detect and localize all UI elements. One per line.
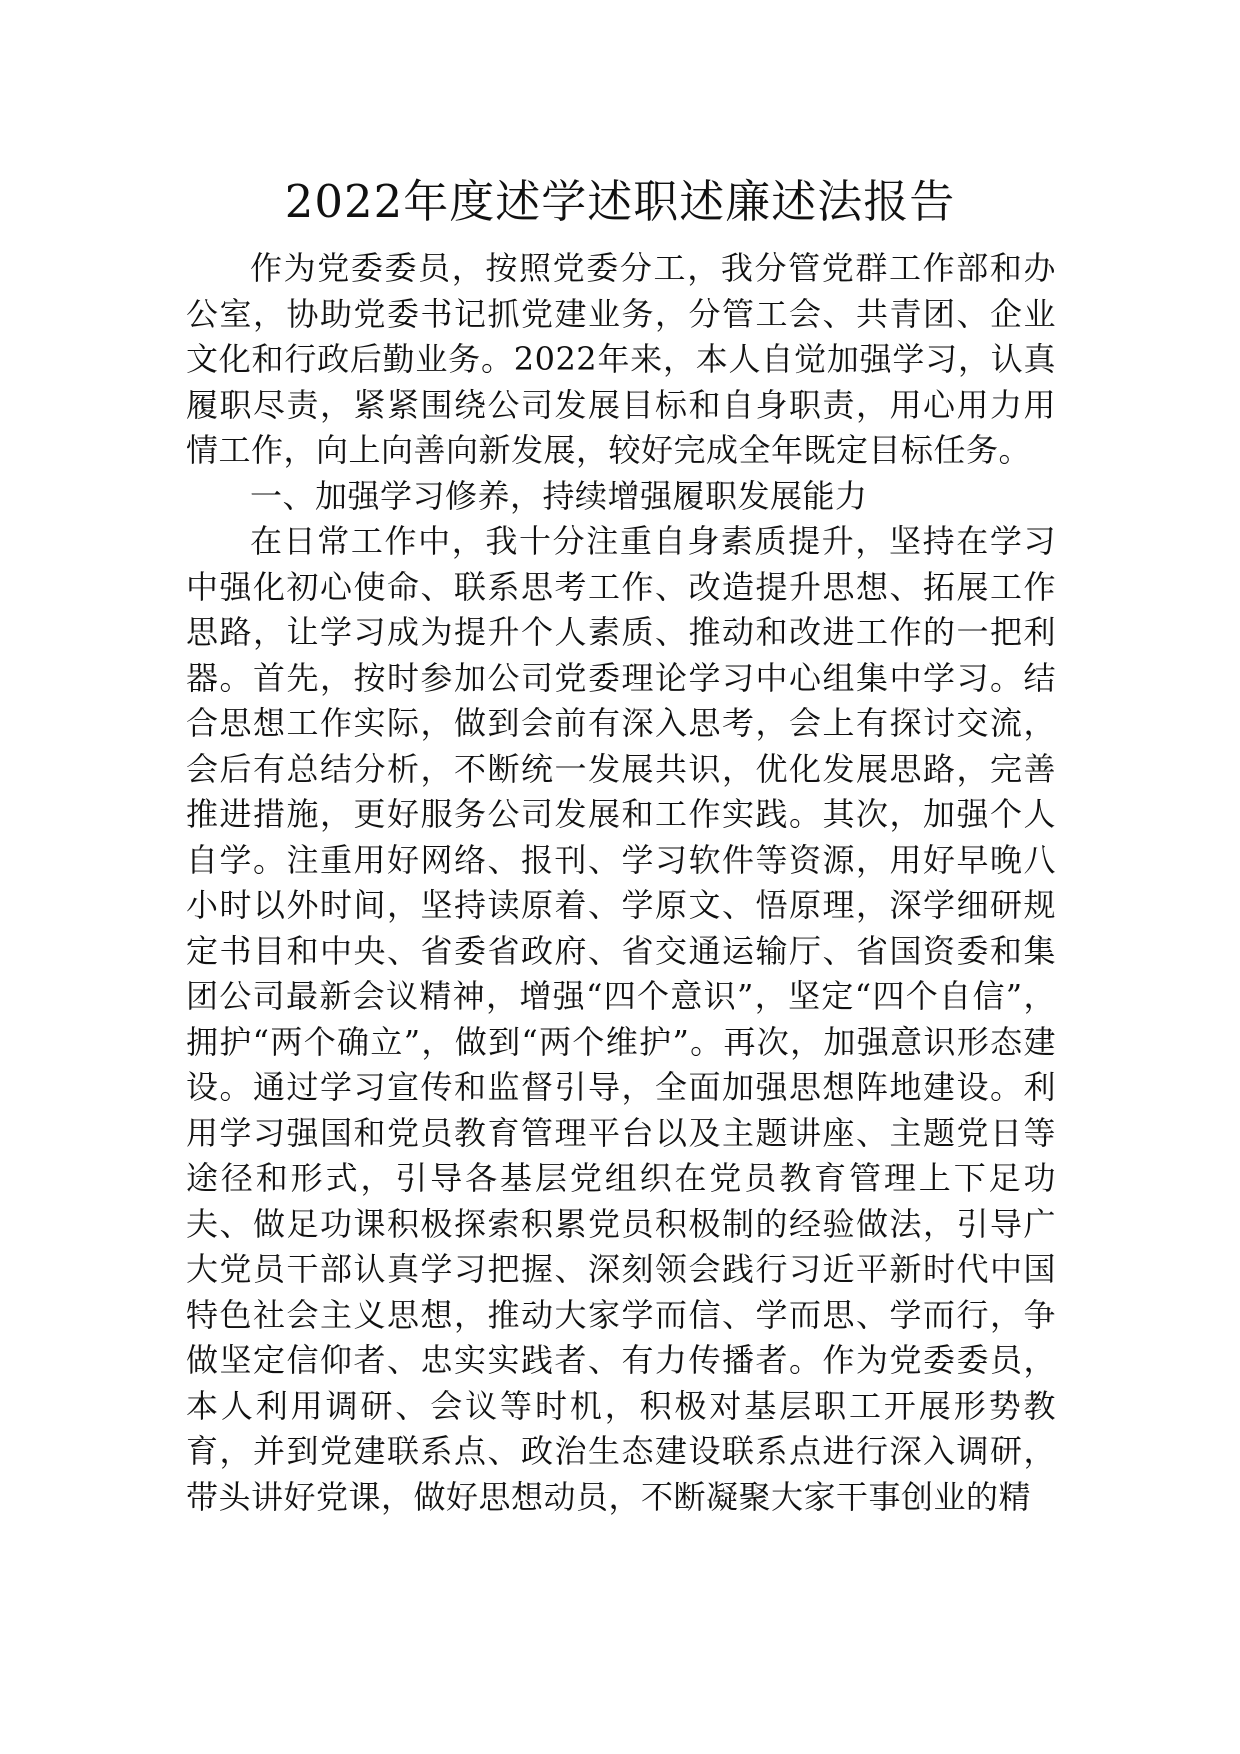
section-1-paragraph: 在日常工作中，我十分注重自身素质提升，坚持在学习中强化初心使命、联系思考工作、改造提升思想、拓展工作思路，让学习成为提升个人素质、推动和改进工作的一把利器。首先，按时参加公司党委理论学习中心组集中学习。结合思想工作实际，做到会前有深入思考，会上有探讨交流，会后有总结分析，不断统一发展共识，优化发展思路，完善推进措施，更好服务公司发展和工作实践。其次，加强个人自学。注重用好网络、报刊、学习软件等资源，用好早晚八小时以外时间，坚持读原着、学原文、悟原理，深学细研规定书目和中央、省委省政府、省交通运输厅、省国资委和集团公司最新会议精神，增强“四个意识”，坚定“四个自信”，拥护“两个确立”，做到“两个维护”。再次，加强意识形态建设。通过学习宣传和监督引导，全面加强思想阵地建设。利用学习强国和党员教育管理平台以及主题讲座、主题党日等途径和形式，引导各基层党组织在党员教育管理上下足功夫、做足功课积极探索积累党员积极制的经验做法，引导广大党员干部认真学习把握、深刻领会践行习近平新时代中国特色社会主义思想，推动大家学而信、学而思、学而行，争做坚定信仰者、忠实实践者、有力传播者。作为党委委员，本人利用调研、会议等时机，积极对基层职工开展形势教育，并到党建联系点、政治生态建设联系点进行深入调研，带头讲好党课，做好思想动员，不断凝聚大家干事创业的精 [186, 522, 1056, 1516]
section-1-heading: 一、加强学习修养，持续增强履职发展能力 [250, 476, 868, 515]
document-title: 2022年度述学述职述廉述法报告 [284, 175, 956, 228]
intro-paragraph: 作为党委委员，按照党委分工，我分管党群工作部和办公室，协助党委书记抓党建业务，分管工会、共青团、企业文化和行政后勤业务。2022年来，本人自觉加强学习，认真履职尽责，紧紧围绕公司发展目标和自身职责，用心用力用情工作，向上向善向新发展，较好完成全年既定目标任务。 [186, 249, 1056, 469]
document-body [186, 246, 1056, 1520]
